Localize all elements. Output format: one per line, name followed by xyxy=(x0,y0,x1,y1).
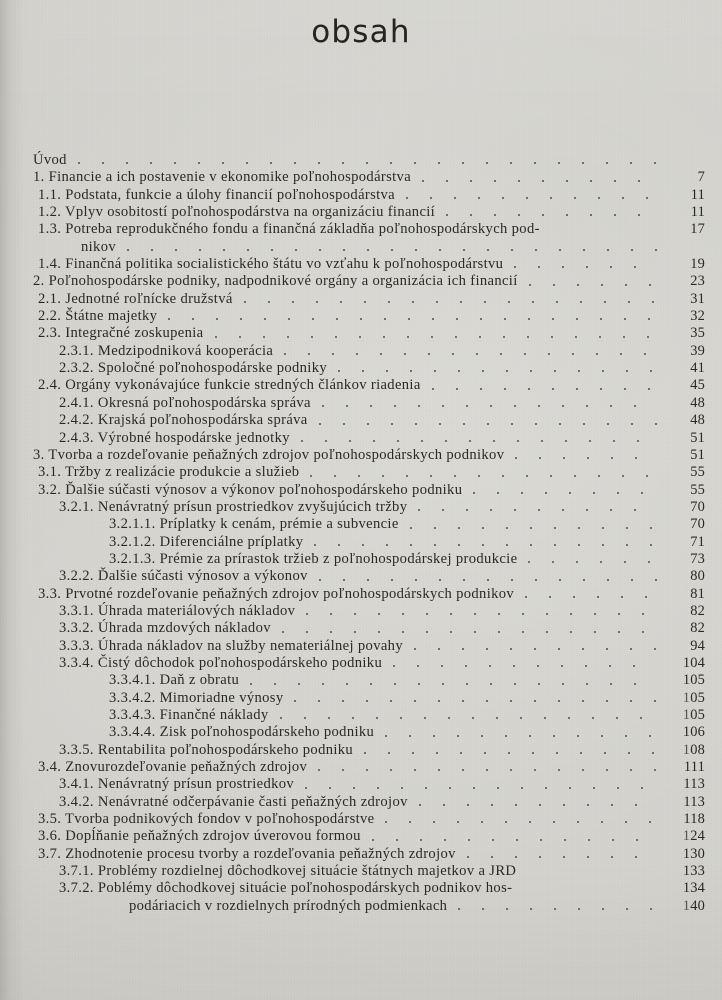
toc-entry-label: 3.2.1. Nenávratný prísun prostriedkov zvyšujúcich tržby xyxy=(59,498,408,515)
toc-entry-page-number: 70 xyxy=(690,498,705,515)
toc-entry[interactable] xyxy=(33,482,705,499)
toc-entry-label: 3.2. Ďalšie súčasti výnosov a výkonov poľnohospodárskeho podniku xyxy=(38,481,463,498)
toc-entry[interactable] xyxy=(33,447,705,464)
toc-entry-label: 2.4.3. Výrobné hospodárske jednotky xyxy=(59,429,290,446)
toc-entry-label: 3.3.4. Čistý dôchodok poľnohospodárskeho podniku xyxy=(59,654,383,671)
toc-entry[interactable] xyxy=(33,325,705,342)
leader-dots xyxy=(33,239,663,256)
toc-entry-page-number: 130 xyxy=(682,845,705,862)
toc-entry[interactable] xyxy=(33,863,705,880)
toc-entry-page-number: 48 xyxy=(690,394,705,411)
toc-entry[interactable] xyxy=(33,516,705,533)
toc-entry-page-number: 118 xyxy=(683,811,705,828)
toc-entry[interactable] xyxy=(33,742,705,759)
toc-entry[interactable] xyxy=(33,395,705,412)
toc-entry-page-number: 108 xyxy=(682,741,705,758)
toc-entry-page-number: 45 xyxy=(690,377,705,394)
toc-entry[interactable] xyxy=(33,655,705,672)
toc-entry-page-number: 11 xyxy=(690,186,705,203)
toc-entry-page-number: 17 xyxy=(690,221,705,238)
toc-entry-label: podáriacich v rozdielnych prírodných podmienkach xyxy=(129,897,448,914)
toc-entry-page-number: 51 xyxy=(690,446,705,463)
toc-entry-label: 3.3.4.1. Daň z obratu xyxy=(109,672,240,689)
toc-entry-label: 3.3. Prvotné rozdeľovanie peňažných zdrojov poľnohospodárskych podnikov xyxy=(38,585,515,602)
toc-entry-page-number: 7 xyxy=(697,169,705,186)
toc-entry-label: 2.3.2. Spoločné poľnohospodárske podniky xyxy=(59,360,328,377)
toc-entry[interactable] xyxy=(33,776,705,793)
toc-entry[interactable] xyxy=(33,152,705,169)
toc-entry-page-number: 111 xyxy=(683,759,705,776)
toc-entry-page-number: 41 xyxy=(690,360,705,377)
toc-entry-page-number: 80 xyxy=(690,568,705,585)
toc-entry[interactable] xyxy=(33,464,705,481)
toc-entry-page-number: 105 xyxy=(682,672,705,689)
toc-entry-label: 2.3.1. Medzipodniková kooperácia xyxy=(59,342,274,359)
toc-entry-label: 3.5. Tvorba podnikových fondov v poľnohospodárstve xyxy=(38,811,375,828)
toc-entry-label: 3.3.4.3. Finančné náklady xyxy=(109,707,269,723)
toc-entry-label: 1.2. Vplyv osobitostí poľnohospodárstva na organizáciu financií xyxy=(38,204,436,221)
toc-entry[interactable] xyxy=(33,412,705,429)
toc-entry-label: 3.1. Tržby z realizácie produkcie a služieb xyxy=(38,464,300,481)
toc-entry-page-number: 55 xyxy=(690,464,705,481)
toc-entry-label: 3.3.4.4. Zisk poľnohospodárskeho podniku xyxy=(109,724,375,741)
toc-entry-label: 3.4. Znovurozdeľovanie peňažných zdrojov xyxy=(38,759,308,776)
toc-entry-page-number: 11 xyxy=(690,204,705,221)
toc-entry-label: 3.3.4.2. Mimoriadne výnosy xyxy=(109,689,284,706)
toc-entry-page-number: 51 xyxy=(690,429,705,446)
toc-entry-label: 3.4.1. Nenávratný prísun prostriedkov xyxy=(59,776,295,793)
toc-entry-label: 3.7. Zhodnotenie procesu tvorby a rozdeľovania peňažných zdrojov xyxy=(38,845,456,862)
toc-entry[interactable] xyxy=(33,672,705,689)
toc-entry-label: Úvod xyxy=(33,152,67,168)
table-of-contents xyxy=(33,152,705,915)
toc-entry-label: 3.6. Dopĺňanie peňažných zdrojov úverovou formou xyxy=(38,828,361,845)
toc-entry-label: 2.4.2. Krajská poľnohospodárska správa xyxy=(59,412,308,429)
toc-entry[interactable] xyxy=(33,759,705,776)
toc-entry-page-number: 55 xyxy=(690,481,705,498)
toc-entry[interactable] xyxy=(33,273,705,290)
toc-entry[interactable] xyxy=(33,586,705,603)
toc-entry-page-number: 124 xyxy=(682,828,705,845)
toc-entry[interactable] xyxy=(33,707,705,724)
toc-entry-page-number: 134 xyxy=(682,880,705,897)
toc-entry-label: 3.3.1. Úhrada materiálových nákladov xyxy=(59,602,296,619)
toc-entry-label: 3.7.1. Problémy rozdielnej dôchodkovej situácie štátnych majetkov a JRD xyxy=(59,863,517,880)
toc-entry-label: 2.4.1. Okresná poľnohospodárska správa xyxy=(59,394,311,411)
toc-entry[interactable] xyxy=(33,690,705,707)
toc-entry-label: 3.2.1.1. Príplatky k cenám, prémie a subvencie xyxy=(109,516,399,533)
toc-entry-label: nikov xyxy=(81,238,116,255)
toc-entry[interactable] xyxy=(33,794,705,811)
toc-entry[interactable] xyxy=(33,880,705,897)
toc-entry-page-number: 32 xyxy=(690,308,705,325)
toc-entry[interactable] xyxy=(33,898,705,915)
toc-entry-page-number: 82 xyxy=(690,602,705,619)
leader-dots xyxy=(33,152,663,169)
toc-entry[interactable] xyxy=(33,343,705,360)
toc-entry[interactable] xyxy=(33,221,705,238)
toc-entry[interactable] xyxy=(33,828,705,845)
toc-entry-page-number: 104 xyxy=(682,654,705,671)
toc-entry-label: 3. Tvorba a rozdeľovanie peňažných zdrojov poľnohospodárskych podnikov xyxy=(33,446,505,463)
toc-entry[interactable] xyxy=(33,360,705,377)
toc-entry[interactable] xyxy=(33,187,705,204)
toc-entry-page-number: 81 xyxy=(690,585,705,602)
toc-entry[interactable] xyxy=(33,638,705,655)
toc-entry-page-number: 70 xyxy=(690,516,705,533)
toc-entry-label: 3.4.2. Nenávratné odčerpávanie časti peňažných zdrojov xyxy=(59,793,408,810)
toc-entry-label: 1.3. Potreba reprodukčného fondu a finančná základňa poľnohospodárskych pod- xyxy=(38,221,540,238)
toc-entry-label: 1. Financie a ich postavenie v ekonomike poľnohospodárstva xyxy=(33,169,412,186)
toc-entry-label: 3.2.1.2. Diferenciálne príplatky xyxy=(109,533,304,550)
toc-entry[interactable] xyxy=(33,430,705,447)
toc-entry[interactable] xyxy=(33,291,705,308)
toc-entry-page-number: 82 xyxy=(690,620,705,637)
toc-entry[interactable] xyxy=(33,620,705,637)
toc-entry-page-number: 23 xyxy=(690,273,705,290)
toc-entry[interactable] xyxy=(33,811,705,828)
toc-entry[interactable] xyxy=(33,724,705,741)
toc-entry-page-number: 105 xyxy=(682,707,705,723)
toc-entry[interactable] xyxy=(33,499,705,516)
toc-entry-page-number: 39 xyxy=(690,342,705,359)
toc-entry[interactable] xyxy=(33,256,705,273)
toc-entry-page-number: 106 xyxy=(682,724,705,741)
toc-entry[interactable] xyxy=(33,204,705,221)
toc-entry-label: 2.4. Orgány vykonávajúce funkcie stredných článkov riadenia xyxy=(38,377,421,394)
toc-entry-page-number: 71 xyxy=(690,533,705,550)
toc-entry-page-number: 140 xyxy=(682,897,705,914)
toc-entry-page-number: 105 xyxy=(682,689,705,706)
toc-entry-label: 3.2.2. Ďalšie súčasti výnosov a výkonov xyxy=(59,568,308,585)
toc-entry-label: 2. Poľnohospodárske podniky, nadpodnikové orgány a organizácia ich financií xyxy=(33,273,518,290)
toc-entry-label: 2.3. Integračné zoskupenia xyxy=(38,325,204,342)
toc-entry[interactable] xyxy=(33,308,705,325)
toc-entry-page-number: 48 xyxy=(690,412,705,429)
toc-entry-page-number: 133 xyxy=(682,863,705,880)
toc-entry-label: 3.2.1.3. Prémie za prírastok tržieb z poľnohospodárskej produkcie xyxy=(109,550,518,567)
toc-entry-label: 2.2. Štátne majetky xyxy=(38,308,158,325)
toc-entry-label: 3.3.5. Rentabilita poľnohospodárskeho podniku xyxy=(59,741,354,758)
toc-entry-page-number: 19 xyxy=(690,256,705,273)
toc-entry[interactable] xyxy=(33,377,705,394)
toc-entry-label: 3.3.2. Úhrada mzdových nákladov xyxy=(59,620,271,637)
toc-entry-page-number: 35 xyxy=(690,325,705,342)
toc-entry[interactable] xyxy=(33,551,705,568)
toc-entry-label: 1.1. Podstata, funkcie a úlohy financií poľnohospodárstva xyxy=(38,186,396,203)
toc-entry-label: 1.4. Finančná politika socialistického štátu vo vzťahu k poľnohospodárstvu xyxy=(38,256,504,273)
toc-entry-page-number: 113 xyxy=(683,793,705,810)
toc-entry[interactable] xyxy=(33,846,705,863)
toc-entry[interactable] xyxy=(33,603,705,620)
toc-entry[interactable] xyxy=(33,239,705,256)
page-title: obsah xyxy=(311,14,411,50)
toc-entry[interactable] xyxy=(33,568,705,585)
toc-entry-label: 3.7.2. Poblémy dôchodkovej situácie poľnohospodárskych podnikov hos- xyxy=(59,880,513,897)
toc-entry-label: 2.1. Jednotné roľnícke družstvá xyxy=(38,290,233,307)
toc-entry-page-number: 94 xyxy=(690,637,705,654)
toc-entry-page-number: 73 xyxy=(690,550,705,567)
toc-entry-page-number: 113 xyxy=(683,776,705,793)
toc-entry[interactable] xyxy=(33,534,705,551)
toc-entry[interactable] xyxy=(33,169,705,186)
toc-entry-label: 3.3.3. Úhrada nákladov na služby nemateriálnej povahy xyxy=(59,637,403,654)
toc-entry-page-number: 31 xyxy=(690,290,705,307)
